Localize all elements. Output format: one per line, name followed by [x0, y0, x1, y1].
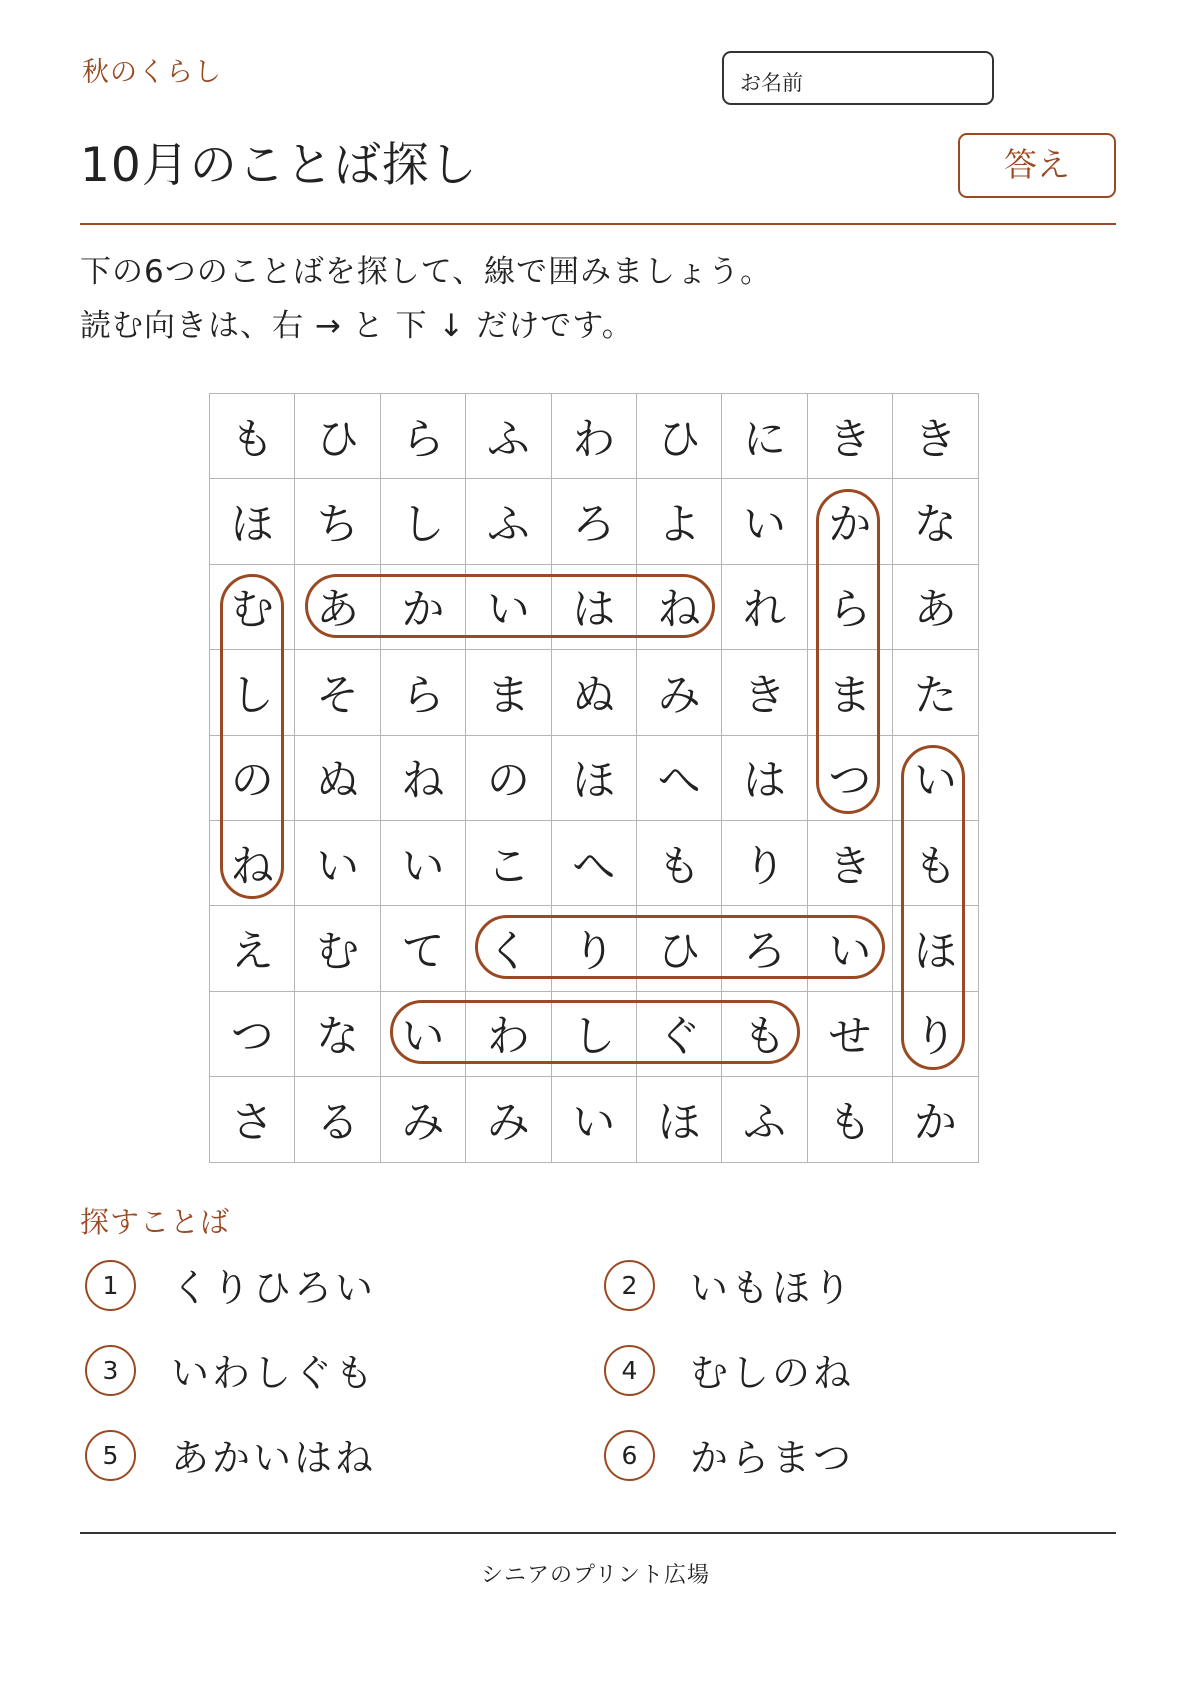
grid-cell: も	[722, 991, 807, 1076]
grid-cell: ら	[380, 394, 465, 479]
grid-cell: の	[210, 735, 295, 820]
word-number-badge: 5	[85, 1430, 136, 1481]
grid-cell: し	[551, 991, 636, 1076]
footer-site-name: シニアのプリント広場	[480, 1563, 711, 1588]
grid-cell: ほ	[210, 479, 295, 564]
grid-cell: え	[210, 906, 295, 991]
word-number-badge: 2	[604, 1260, 655, 1311]
grid-row	[210, 1077, 979, 1162]
grid-row	[210, 991, 979, 1076]
word-text: あかいはね	[171, 1436, 377, 1480]
grid-cell: わ	[551, 394, 636, 479]
word-text: いもほり	[690, 1266, 855, 1310]
grid-cell: ぐ	[636, 991, 721, 1076]
word-number-badge: 4	[604, 1345, 655, 1396]
grid-cell: ろ	[551, 479, 636, 564]
grid-cell: か	[380, 564, 465, 649]
grid-cell: い	[807, 906, 892, 991]
grid-row	[210, 735, 979, 820]
grid-cell: あ	[893, 564, 978, 649]
grid-cell: ま	[466, 650, 551, 735]
grid-cell: ふ	[466, 394, 551, 479]
page-title: 10月のことば探し	[80, 138, 478, 193]
grid-cell: て	[380, 906, 465, 991]
grid-cell: く	[466, 906, 551, 991]
grid-cell: ふ	[722, 1077, 807, 1162]
grid-cell: ら	[807, 564, 892, 649]
grid-cell: れ	[722, 564, 807, 649]
grid-cell: ら	[380, 650, 465, 735]
grid-cell: ね	[210, 820, 295, 905]
word-search-grid	[209, 393, 987, 1171]
grid-cell: り	[551, 906, 636, 991]
grid-cell: き	[807, 820, 892, 905]
grid-cell: つ	[807, 735, 892, 820]
grid-cell: ぬ	[551, 650, 636, 735]
grid-cell: ぬ	[295, 735, 380, 820]
grid-cell: ひ	[295, 394, 380, 479]
grid-cell: る	[295, 1077, 380, 1162]
grid-cell: も	[807, 1077, 892, 1162]
grid-cell: せ	[807, 991, 892, 1076]
grid-cell: い	[295, 820, 380, 905]
grid-row	[210, 906, 979, 991]
grid-cell: に	[722, 394, 807, 479]
word-number-badge: 3	[85, 1345, 136, 1396]
grid-cell: む	[295, 906, 380, 991]
grid-cell: ひ	[636, 394, 721, 479]
grid-cell: な	[295, 991, 380, 1076]
grid-row	[210, 479, 979, 564]
grid-cell: も	[210, 394, 295, 479]
grid-cell: い	[722, 479, 807, 564]
word-text: いわしぐも	[171, 1351, 377, 1395]
grid-cell: し	[380, 479, 465, 564]
grid-cell: わ	[466, 991, 551, 1076]
grid-cell: み	[380, 1077, 465, 1162]
word-text: むしのね	[690, 1351, 855, 1395]
grid-cell: ふ	[466, 479, 551, 564]
grid-row	[210, 650, 979, 735]
grid-cell: へ	[636, 735, 721, 820]
grid-cell: か	[893, 1077, 978, 1162]
grid-cell: ほ	[636, 1077, 721, 1162]
grid-cell: み	[466, 1077, 551, 1162]
grid-cell: ろ	[722, 906, 807, 991]
grid-cell: は	[551, 564, 636, 649]
grid-cell: い	[466, 564, 551, 649]
word-text: からまつ	[690, 1436, 855, 1480]
word-number-badge: 1	[85, 1260, 136, 1311]
grid-cell: も	[893, 820, 978, 905]
grid-row	[210, 564, 979, 649]
grid-cell: む	[210, 564, 295, 649]
grid-cell: い	[380, 991, 465, 1076]
grid-cell: ね	[636, 564, 721, 649]
grid-cell: ひ	[636, 906, 721, 991]
grid-cell: へ	[551, 820, 636, 905]
grid-cell: は	[722, 735, 807, 820]
grid-table	[209, 393, 979, 1163]
title-divider	[80, 223, 1116, 225]
grid-cell: さ	[210, 1077, 295, 1162]
grid-cell: ち	[295, 479, 380, 564]
grid-cell: よ	[636, 479, 721, 564]
grid-cell: ね	[380, 735, 465, 820]
word-text: くりひろい	[171, 1266, 377, 1310]
grid-cell: み	[636, 650, 721, 735]
word-list-heading: 探すことば	[80, 1205, 231, 1239]
grid-cell: い	[551, 1077, 636, 1162]
grid-cell: も	[636, 820, 721, 905]
grid-cell: か	[807, 479, 892, 564]
grid-cell: き	[807, 394, 892, 479]
grid-row	[210, 820, 979, 905]
grid-cell: な	[893, 479, 978, 564]
grid-cell: の	[466, 735, 551, 820]
instruction-line-1: 下の6つのことばを探して、線で囲みましょう。	[80, 254, 773, 290]
footer-divider	[80, 1532, 1116, 1534]
grid-row	[210, 394, 979, 479]
word-number-badge: 6	[604, 1430, 655, 1481]
answer-badge: 答え	[958, 133, 1116, 198]
grid-cell: り	[893, 991, 978, 1076]
grid-cell: い	[380, 820, 465, 905]
grid-cell: き	[893, 394, 978, 479]
grid-cell: り	[722, 820, 807, 905]
grid-cell: い	[893, 735, 978, 820]
grid-cell: あ	[295, 564, 380, 649]
grid-cell: ほ	[893, 906, 978, 991]
instruction-line-2: 読む向きは、右 → と 下 ↓ だけです。	[80, 308, 634, 344]
grid-cell: そ	[295, 650, 380, 735]
grid-cell: こ	[466, 820, 551, 905]
grid-cell: た	[893, 650, 978, 735]
grid-cell: ほ	[551, 735, 636, 820]
category-label: 秋のくらし	[82, 57, 222, 88]
grid-cell: つ	[210, 991, 295, 1076]
name-field[interactable]	[722, 51, 994, 105]
grid-cell: き	[722, 650, 807, 735]
grid-cell: ま	[807, 650, 892, 735]
grid-cell: し	[210, 650, 295, 735]
name-field-label: お名前	[740, 71, 803, 95]
